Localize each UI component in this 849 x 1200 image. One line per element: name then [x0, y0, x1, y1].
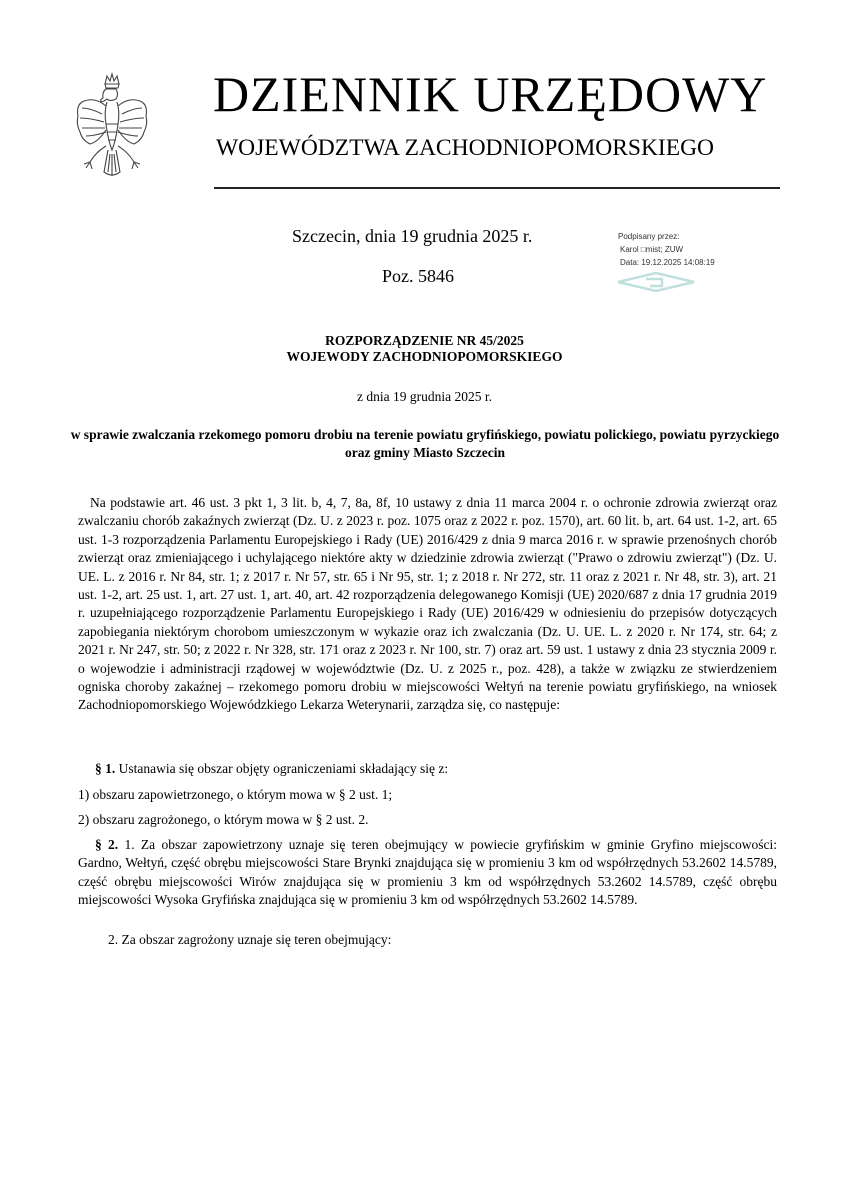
- act-title-line-2: WOJEWODY ZACHODNIOPOMORSKIEGO: [286, 349, 563, 364]
- preamble-paragraph: Na podstawie art. 46 ust. 3 pkt 1, 3 lit. b, 4, 7, 8a, 8f, 10 ustawy z dnia 11 marca 2004 r. o ochronie zdrowia zwierząt oraz zwalczaniu chorób zakaźnych zwierząt (Dz. U. z 2023 r. poz. 1075 oraz z 2022 r. poz. 1570), art. 60 lit. b, art. 64 ust. 1-2, art. 65 ust. 1-3 rozporządzenia Parlamentu Europejskiego i Rady (UE) 2016/429 z dnia 9 marca 2016 r. w sprawie przenośnych chorób zwierząt oraz zmieniającego i uchylającego niektóre akty w dziedzinie zdrowia zwierząt ("Prawo o zdrowiu zwierząt") (Dz. U. UE. L. z 2016 r. Nr 84, str. 1; z 2017 r. Nr 57, str. 65 i Nr 95, str. 1; z 2018 r. Nr 272, str. 11 oraz z 2021 r. Nr 48, str. 3), art. 21 ust. 1-2, art. 25 ust. 1, art. 27 ust. 1, art. 40, art. 42 rozporządzenia delegowanego Komisji (UE) 2020/687 z dnia 17 grudnia 2019 r. uzupełniającego rozporządzenie Parlamentu Europejskiego i Rady (UE) 2016/429 w odniesieniu do przepisów dotyczących zapobiegania niektórym chorobom umieszczonym w wykazie oraz ich zwalczania (Dz. U. UE. L. z 2020 r. Nr 174, str. 64; z 2021 r. Nr 247, str. 50; z 2022 r. Nr 328, str. 171 oraz z 2023 r. Nr 100, str. 7) oraz art. 59 ust. 1 ustawy z dnia 23 stycznia 2009 r. o wojewodzie i administracji rządowej w województwie (Dz. U. z 2025 r., poz. 428), a także w związku ze stwierdzeniem ogniska choroby zakaźnej – rzekomego pomoru drobiu w miejscowości Wełtyń na terenie powiatu gryfińskiego, na wniosek Zachodniopomorskiego Wojewódzkiego Lekarza Weterynarii, zarządza się, co następuje:: [78, 495, 777, 713]
- section-1-list-item: 2) obszaru zagrożonego, o którym mowa w § 2 ust. 2.: [78, 812, 369, 827]
- digital-signature-block: [618, 230, 758, 269]
- masthead-divider: [214, 187, 780, 189]
- signature-label: Podpisany przez:: [618, 232, 680, 241]
- section-1-text: Ustanawia się obszar objęty ograniczeniami składający się z:: [115, 761, 449, 776]
- act-subject: w sprawie zwalczania rzekomego pomoru drobiu na terenie powiatu gryfińskiego, powiatu polickiego, powiatu pyrzyckiego oraz gminy Miasto Szczecin: [70, 427, 780, 460]
- act-title-line-1: ROZPORZĄDZENIE NR 45/2025: [325, 333, 524, 348]
- polish-eagle-emblem: [72, 72, 152, 192]
- section-1-marker: § 1.: [95, 761, 116, 776]
- section-2-text: 1. Za obszar zapowietrzony uznaje się teren obejmujący w powiecie gryfińskim w gminie Gryfino miejscowości: Gardno, Wełtyń, część obrębu miejscowości Stare Brynki znajdująca się w promieniu 3 km od współrzędnych 53.2602 14.5789, część obrębu miejscowości Wirów znajdująca się w promieniu 3 km od współrzędnych 53.2602 14.5789, część obrębu miejscowości Wysoka Gryfińska znajdująca się w promieniu 3 km od współrzędnych 53.2602 14.5789.: [78, 837, 778, 908]
- place-and-date: Szczecin, dnia 19 grudnia 2025 r.: [292, 226, 533, 246]
- section-2-marker: § 2.: [95, 837, 119, 852]
- journal-title: DZIENNIK URZĘDOWY: [213, 66, 768, 122]
- section-2-paragraph-2: 2. Za obszar zagrożony uznaje się teren obejmujący:: [108, 932, 392, 947]
- signature-signer: Karol □mist; ZUW: [620, 245, 684, 254]
- act-date: z dnia 19 grudnia 2025 r.: [357, 389, 492, 404]
- section-1-paragraph: [78, 760, 777, 778]
- signature-date: Data: 19.12.2025 14:08:19: [620, 258, 715, 267]
- position-number: Poz. 5846: [382, 266, 454, 286]
- section-2-paragraph-1: [78, 836, 777, 910]
- section-1-list-item: 1) obszaru zapowietrzonego, o którym mowa w § 2 ust. 1;: [78, 787, 393, 802]
- signature-verified-logo-icon: [616, 272, 696, 292]
- journal-subtitle: WOJEWÓDZTWA ZACHODNIOPOMORSKIEGO: [216, 135, 715, 161]
